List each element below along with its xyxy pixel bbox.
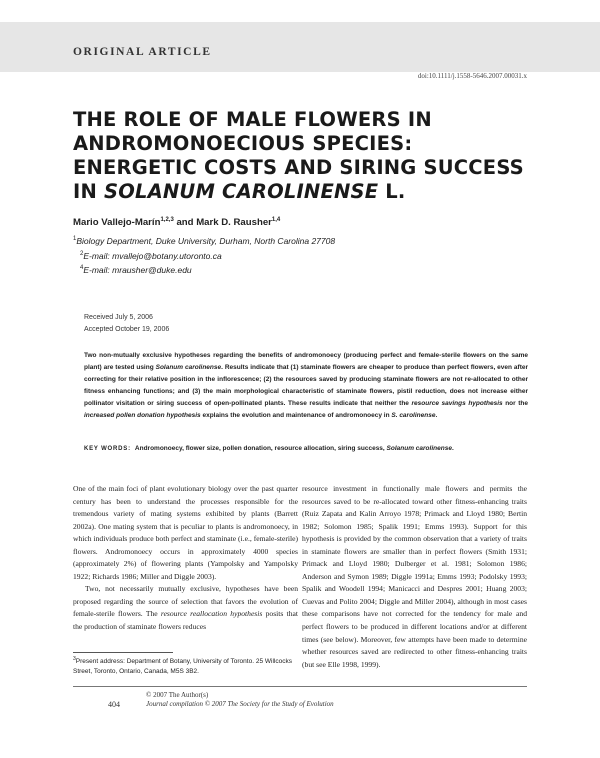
- left-column: [73, 483, 298, 634]
- abstract-text-2: . Results indicate that (1) staminate flowers are cheaper to produce than perfect flowers, even after correcting for their relative position in the inflorescence; (2) the resources saved by producing staminate flowers are not re-allocated to other fitness enhancing functions; and (3) the main morphological characteristic of staminate flowers, pistil reduction, does not increase either pollinator visitation or siring success of open-pollinated plants. These results indicate that neither the: [84, 364, 528, 407]
- abstract-hypothesis-1: resource savings hypothesis: [411, 400, 503, 407]
- footnote: [73, 657, 298, 677]
- affiliation-3: [80, 265, 192, 275]
- footnote-sup: 3: [73, 655, 76, 662]
- footnote-text: Present address: Department of Botany, University of Toronto. 25 Willcocks Street, Toronto, Ontario, Canada, M5S 3B2.: [73, 658, 292, 675]
- affiliation-2-sup: 2: [80, 251, 84, 258]
- right-column: [302, 483, 527, 671]
- keywords-species: Solanum carolinense: [386, 445, 452, 452]
- author-joiner: and: [173, 217, 197, 228]
- doi-text: doi:10.1111/j.1558-5646.2007.00031.x: [417, 72, 527, 80]
- intro-paragraph-1: One of the main foci of plant evolutionary biology over the past quarter century has been to understand the processes responsible for the tremendous variety of mating systems exhibited by plants (Barrett 2002a). One mating system that is peculiar to plants is andromonoecy, in which individuals produce both perfect and staminate (i.e., female-sterile) flowers. Andromonoecy occurs in approximately 4000 species (approximately 2%) of flowering plants (Yampolsky and Yampolsky 1922; Richards 1986; Miller and Diggle 2003).: [73, 484, 298, 581]
- affiliation-1-text: Biology Department, Duke University, Durham, North Carolina 27708: [76, 236, 336, 246]
- abstract-species-2: S. carolinense: [391, 412, 436, 419]
- abstract-text-3: nor the: [502, 400, 529, 407]
- article-type-label: ORIGINAL ARTICLE: [73, 46, 212, 58]
- article-title: [73, 108, 543, 204]
- abstract-hypothesis-2: increased pollen donation hypothesis: [84, 412, 201, 419]
- title-species: SOLANUM CAROLINENSE: [103, 180, 379, 203]
- copyright-author: © 2007 The Author(s): [146, 691, 209, 699]
- title-end: L.: [378, 180, 406, 203]
- keywords-text: Andromonoecy, flower size, pollen donation, resource allocation, siring success,: [134, 445, 387, 452]
- affiliation-3-sup: 4: [80, 265, 84, 272]
- affiliation-2-text: E-mail: mvallejo@botany.utoronto.ca: [83, 251, 222, 261]
- abstract-text-5: .: [435, 412, 438, 419]
- footer-rule: [73, 686, 527, 687]
- author-2: Mark D. Rausher: [196, 217, 272, 228]
- author-2-affil: 1,4: [271, 216, 281, 223]
- page-number: 404: [108, 700, 120, 709]
- affiliation-1: [73, 236, 335, 246]
- affiliation-1-sup: 1: [73, 236, 77, 243]
- footnote-rule: [73, 652, 173, 653]
- author-line: [73, 217, 280, 228]
- keywords: [84, 445, 534, 452]
- intro-paragraph-3: resource investment in functionally male flowers and permits the resources saved to be re-allocated toward other fitness-enhancing traits (Ruiz Zapata and Kalin Arroyo 1978; Primack and Lloyd 1980; Bertin 1982; Solomon 1985; Spalik 1991; Emms 1993). Support for this hypothesis is provided by the common observation that a variety of traits in staminate flowers are smaller than in perfect flowers (Smith 1931; Primack and Lloyd 1980; Dulberger et al. 1981; Solomon 1986; Anderson and Symon 1989; Diggle 1991a; Emms 1993; Podolsky 1993; Spalik and Woodell 1994; Manicacci and Despres 2001; Huang 2003; Cuevas and Polito 2004; Diggle and Miller 2004), although in most cases these comparisons have not corrected for the tendency for male and perfect flowers to be produced in different locations and/or at different times (see below). Moreover, few attempts have been made to determine whether resources saved are redirected to other fitness-enhancing traits (but see Elle 1998, 1999).: [302, 484, 527, 669]
- author-1-affil: 1,2,3: [160, 216, 174, 223]
- keywords-label: KEY WORDS:: [84, 446, 131, 452]
- abstract-species-1: Solanum carolinense: [155, 364, 222, 371]
- abstract: [84, 350, 528, 422]
- affiliation-2: [80, 251, 222, 261]
- keywords-end: .: [451, 445, 454, 452]
- copyright-journal: Journal compilation © 2007 The Society for the Study of Evolution: [146, 700, 334, 708]
- intro-hypothesis-term: resource reallocation hypothesis: [160, 609, 263, 619]
- title-main: THE ROLE OF MALE FLOWERS IN ANDROMONOECIOUS SPECIES: ENERGETIC COSTS AND SIRING SUCCESS IN: [73, 108, 524, 203]
- affiliation-3-text: E-mail: mrausher@duke.edu: [83, 265, 192, 275]
- intro-paragraph-2-end: posits that the production of staminate flowers reduces: [73, 609, 298, 632]
- intro-paragraph-2-text: Two, not necessarily mutually exclusive, hypotheses have been proposed regarding the source of selection that favors the evolution of female-sterile flowers. The: [73, 584, 298, 619]
- intro-paragraph-2: [73, 583, 298, 633]
- footer-copyright: [146, 691, 334, 709]
- accepted-date: Accepted October 19, 2006: [84, 326, 170, 333]
- author-1: Mario Vallejo-Marín: [73, 217, 161, 228]
- received-date: Received July 5, 2006: [84, 314, 153, 321]
- abstract-text-4: explains the evolution and maintenance of andromonoecy in: [200, 412, 392, 419]
- abstract-text-1: Two non-mutually exclusive hypotheses regarding the benefits of andromonoecy (producing perfect and female-sterile flowers on the same plant) are tested using: [84, 352, 528, 371]
